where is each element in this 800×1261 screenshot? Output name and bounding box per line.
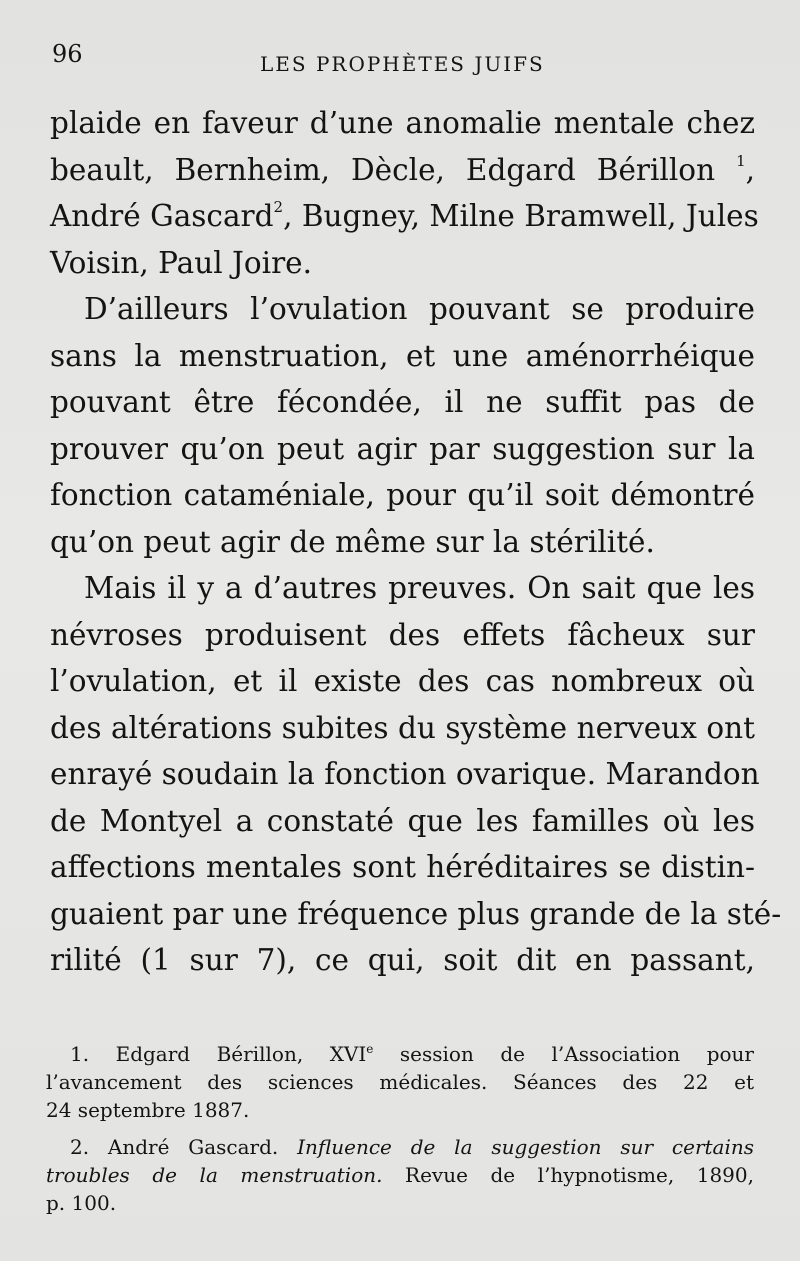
text-fragment: beault, Bernheim, Dècle, Edgard Bérillon bbox=[50, 152, 716, 187]
text-line: des altérations subites du système nerveux ont bbox=[50, 710, 755, 745]
footnote-line: l’avancement des sciences médicales. Séances des 22 et bbox=[46, 1070, 754, 1094]
body-text bbox=[50, 100, 782, 984]
text-line: affections mentales sont héréditaires se distin- bbox=[50, 850, 755, 884]
footnote-title: troubles de la menstruation. bbox=[46, 1163, 383, 1187]
text-line: D’ailleurs l’ovulation pouvant se produire bbox=[84, 292, 755, 326]
running-title: LES PROPHÈTES JUIFS bbox=[260, 52, 545, 76]
text-fragment: 1. Edgard Bérillon, XVI bbox=[70, 1042, 367, 1066]
text-line: enrayé soudain la fonction ovarique. Marandon bbox=[50, 757, 760, 791]
text-fragment: André Gascard bbox=[50, 199, 274, 233]
footnote-line bbox=[46, 1133, 754, 1161]
text-line: qu’on peut agir de même sur la stérilité. bbox=[50, 524, 655, 559]
paragraph-3 bbox=[50, 565, 782, 984]
running-head bbox=[0, 40, 800, 80]
footnote-ref-1[interactable]: 1 bbox=[736, 151, 746, 170]
paragraph-2 bbox=[50, 286, 755, 565]
text-line bbox=[50, 147, 755, 194]
footnote-ref-2[interactable]: 2 bbox=[273, 198, 284, 216]
text-line: pouvant être fécondée, il ne suffit pas de bbox=[50, 385, 755, 419]
text-fragment: Revue de l’hypnotisme, 1890, bbox=[382, 1163, 754, 1187]
text-fragment: session de l’Association pour bbox=[373, 1042, 754, 1066]
text-line: plaide en faveur d’une anomalie mentale chez bbox=[50, 106, 755, 140]
footnote-line: p. 100. bbox=[46, 1191, 117, 1215]
text-line: névroses produisent des effets fâcheux sur bbox=[50, 617, 755, 652]
page-number: 96 bbox=[52, 40, 83, 68]
text-line: sans la menstruation, et une aménorrhéique bbox=[50, 338, 755, 373]
footnote-2 bbox=[46, 1133, 754, 1217]
footnote-line bbox=[46, 1161, 754, 1189]
text-line: rilité (1 sur 7), ce qui, soit dit en passant, bbox=[50, 943, 755, 977]
text-line bbox=[50, 193, 759, 240]
text-line: l’ovulation, et il existe des cas nombreux où bbox=[50, 664, 755, 698]
text-line: fonction cataméniale, pour qu’il soit démontré bbox=[50, 478, 755, 512]
text-line: prouver qu’on peut agir par suggestion sur la bbox=[50, 431, 755, 466]
text-fragment: 2. André Gascard. bbox=[70, 1135, 298, 1159]
footnotes bbox=[46, 1040, 754, 1217]
superscript: e bbox=[366, 1042, 374, 1056]
text-line: Voisin, Paul Joire. bbox=[50, 245, 312, 280]
text-line: Mais il y a d’autres preuves. On sait que les bbox=[84, 571, 755, 605]
paragraph-1 bbox=[50, 100, 759, 286]
text-fragment: , bbox=[745, 152, 755, 187]
footnote-line: 24 septembre 1887. bbox=[46, 1098, 250, 1122]
footnote-1 bbox=[46, 1040, 754, 1124]
text-line: guaient par une fréquence plus grande de la sté- bbox=[50, 896, 782, 931]
footnote-line bbox=[46, 1040, 754, 1068]
footnote-title: Influence de la suggestion sur certains bbox=[297, 1135, 755, 1159]
text-line: de Montyel a constaté que les familles où les bbox=[50, 803, 755, 838]
text-fragment: , Bugney, Milne Bramwell, Jules bbox=[283, 199, 759, 233]
